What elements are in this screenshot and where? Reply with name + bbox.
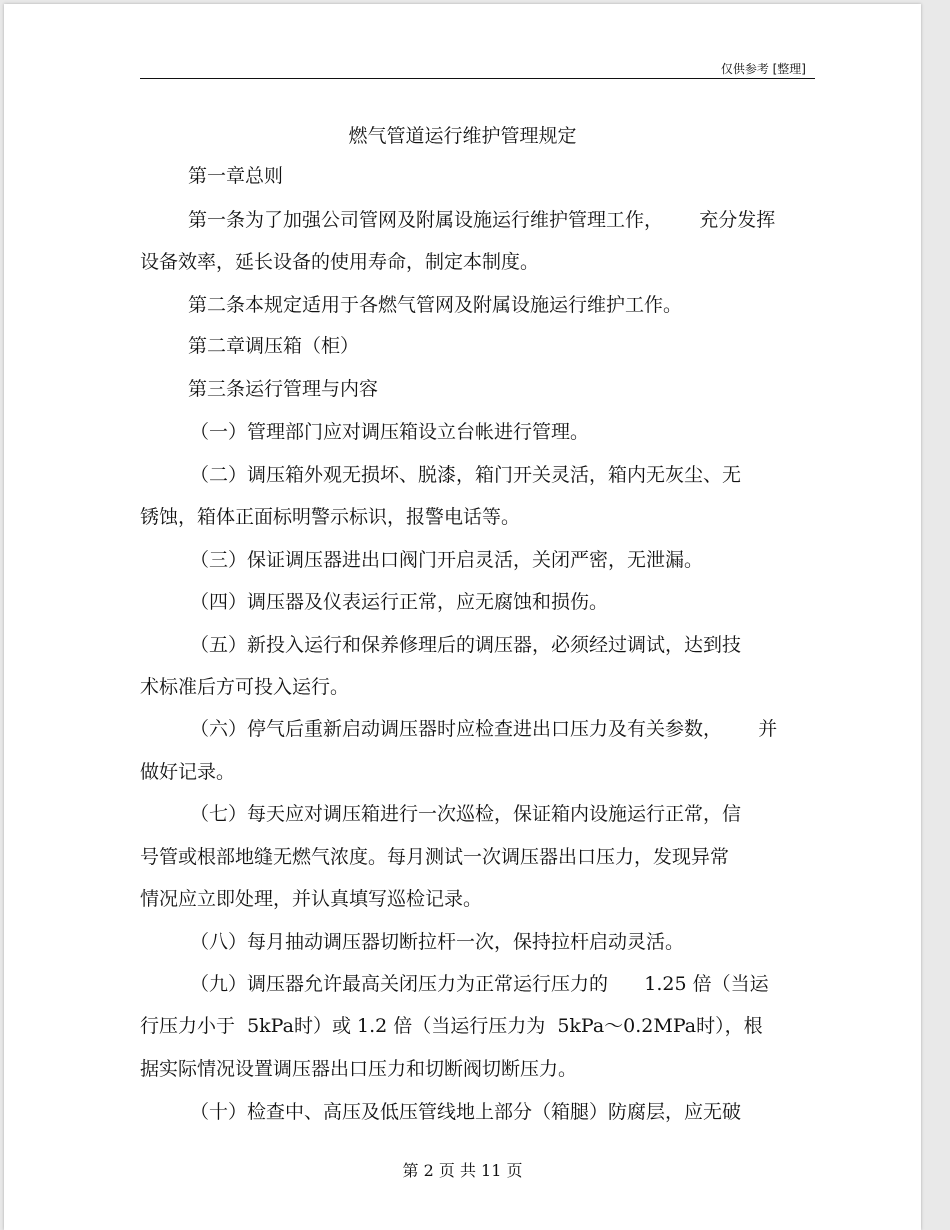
list-item-continued: 据实际情况设置调压器出口压力和切断阀切断压力。 bbox=[140, 1058, 578, 1080]
article-heading: 第三条运行管理与内容 bbox=[188, 378, 379, 400]
list-item: （十）检查中、高压及低压管线地上部分（箱腿）防腐层，应无破 bbox=[190, 1101, 742, 1123]
list-item: （七）每天应对调压箱进行一次巡检，保证箱内设施运行正常，信 bbox=[190, 803, 742, 825]
page-number: 第 2 页 共 11 页 bbox=[402, 1161, 523, 1180]
document-page bbox=[4, 4, 921, 1230]
list-item: （九）调压器允许最高关闭压力为正常运行压力的 1.25 倍（当运 bbox=[190, 973, 769, 995]
list-item: （二）调压箱外观无损坏、脱漆，箱门开关灵活，箱内无灰尘、无 bbox=[190, 464, 742, 486]
list-item-continued: 锈蚀，箱体正面标明警示标识，报警电话等。 bbox=[140, 506, 521, 528]
header-divider bbox=[140, 78, 815, 79]
chapter-heading: 第一章总则 bbox=[188, 165, 284, 187]
list-item: （八）每月抽动调压器切断拉杆一次，保持拉杆启动灵活。 bbox=[190, 931, 685, 953]
paragraph-line: 第二条本规定适用于各燃气管网及附属设施运行维护工作。 bbox=[188, 294, 683, 316]
list-item: （五）新投入运行和保养修理后的调压器，必须经过调试，达到技 bbox=[190, 634, 742, 656]
list-item-continued: 号管或根部地缝无燃气浓度。每月测试一次调压器出口压力，发现异常 bbox=[140, 846, 730, 868]
paragraph-line: 设备效率，延长设备的使用寿命，制定本制度。 bbox=[140, 251, 540, 273]
list-item: （六）停气后重新启动调压器时应检查进出口压力及有关参数， 并 bbox=[190, 718, 778, 740]
paragraph-line: 第一条为了加强公司管网及附属设施运行维护管理工作， 充分发挥 bbox=[188, 209, 776, 231]
list-item-continued: 行压力小于 5kPa时）或 1.2 倍（当运行压力为 5kPa～0.2MPa时），根 bbox=[140, 1015, 763, 1037]
list-item-continued: 做好记录。 bbox=[140, 761, 236, 783]
list-item: （一）管理部门应对调压箱设立台帐进行管理。 bbox=[190, 421, 590, 443]
chapter-heading: 第二章调压箱（柜） bbox=[188, 335, 360, 357]
list-item: （四）调压器及仪表运行正常，应无腐蚀和损伤。 bbox=[190, 591, 609, 613]
list-item-continued: 术标准后方可投入运行。 bbox=[140, 676, 350, 698]
list-item-continued: 情况应立即处理，并认真填写巡检记录。 bbox=[140, 888, 483, 910]
document-title: 燃气管道运行维护管理规定 bbox=[348, 125, 577, 147]
header-note: 仅供参考 [整理] bbox=[720, 62, 806, 76]
list-item: （三）保证调压器进出口阀门开启灵活，关闭严密，无泄漏。 bbox=[190, 549, 704, 571]
